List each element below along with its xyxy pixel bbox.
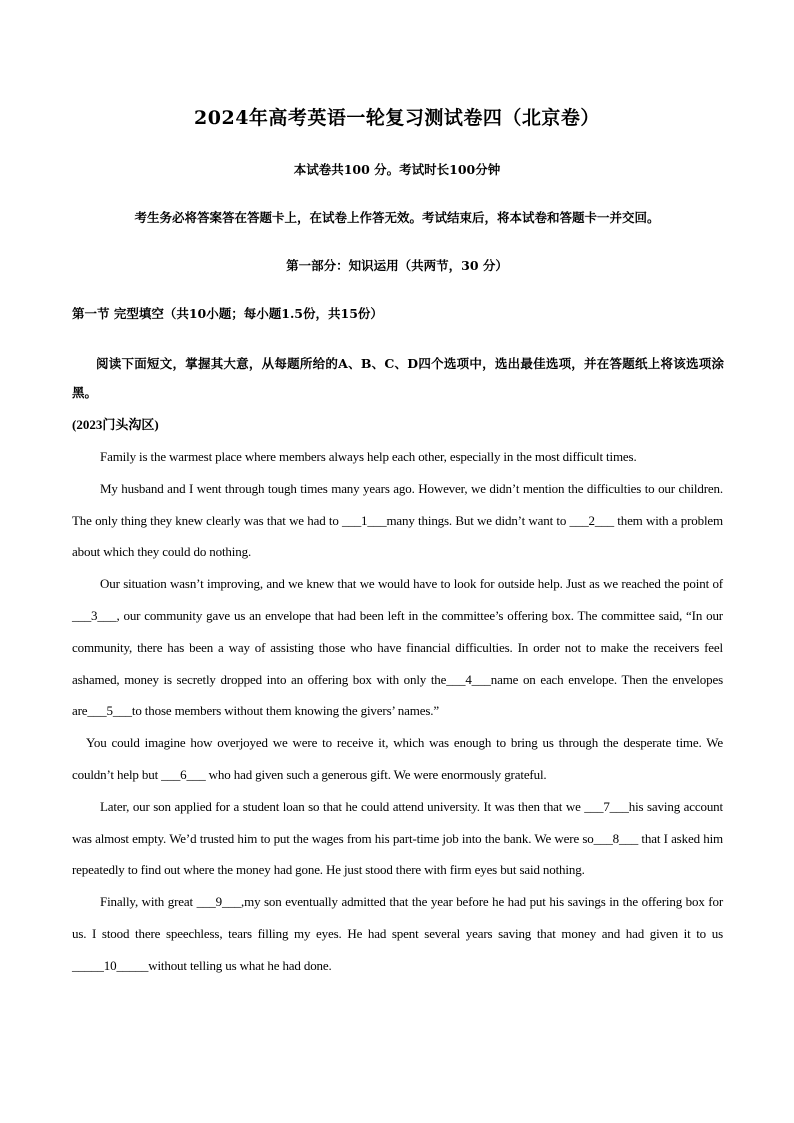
- section-instructions: 阅读下面短文，掌握其大意，从每题所给的A、B、C、D四个选项中，选出最佳选项，并在答题纸上将该选项涂黑。: [72, 356, 724, 400]
- passage-paragraph: My husband and I went through tough times many years ago. However, we didn’t mention the difficulties to our children. The only thing they knew clearly was that we had to ___1___many things. But we didn’t want to ___2___ them with a problem about which they could do nothing.: [72, 480, 723, 560]
- passage-paragraph: Finally, with great ___9___,my son eventually admitted that the year before he had put his savings in the offering box for us. I stood there speechless, tears filling my eyes. He had spent several years saving that money and had given it to us _____10_____without telling us what he had done.: [72, 894, 723, 973]
- passage-paragraph: You could imagine how overjoyed we were to receive it, which was enough to bring us through the desperate time. We couldn’t help but ___6___ who had given such a generous gift. We were enormously grateful.: [72, 735, 723, 782]
- cloze-passage: [72, 441, 723, 982]
- section-one-heading: 第一节 完型填空（共10小题；每小题1.5份，共15份）: [72, 306, 383, 321]
- passage-paragraph: Our situation wasn’t improving, and we knew that we would have to look for outside help. Just as we reached the point of ___3___, our community gave us an envelope that had been left in the committee’s offering box. The committee said, “In our community, there has been a way of assisting those who have financial difficulties. In order not to make the receivers feel ashamed, money is secretly dropped into an offering box with only the___4___name on each envelope. Then the envelopes are___5___to those members without them knowing the givers’ names.”: [72, 576, 723, 719]
- exam-info: 本试卷共100 分。考试时长100分钟: [293, 162, 501, 177]
- passage-paragraph: Later, our son applied for a student loan so that he could attend university. It was then that we ___7___his saving account was almost empty. We’d trusted him to put the wages from his part-time job into the bank. We were so___8___ that I asked him repeatedly to find out where the money had gone. He just stood there with firm eyes but said nothing.: [72, 798, 723, 878]
- passage-source: (2023门头沟区): [72, 417, 159, 432]
- passage-paragraph: Family is the warmest place where members always help each other, especially in the most difficult times.: [100, 449, 637, 464]
- exam-notice: 考生务必将答案答在答题卡上，在试卷上作答无效。考试结束后，将本试卷和答题卡一并交回。: [134, 210, 660, 225]
- page-title: 2024年高考英语一轮复习测试卷四（北京卷）: [194, 107, 600, 129]
- part-one-heading: 第一部分：知识运用（共两节，30 分）: [286, 258, 508, 273]
